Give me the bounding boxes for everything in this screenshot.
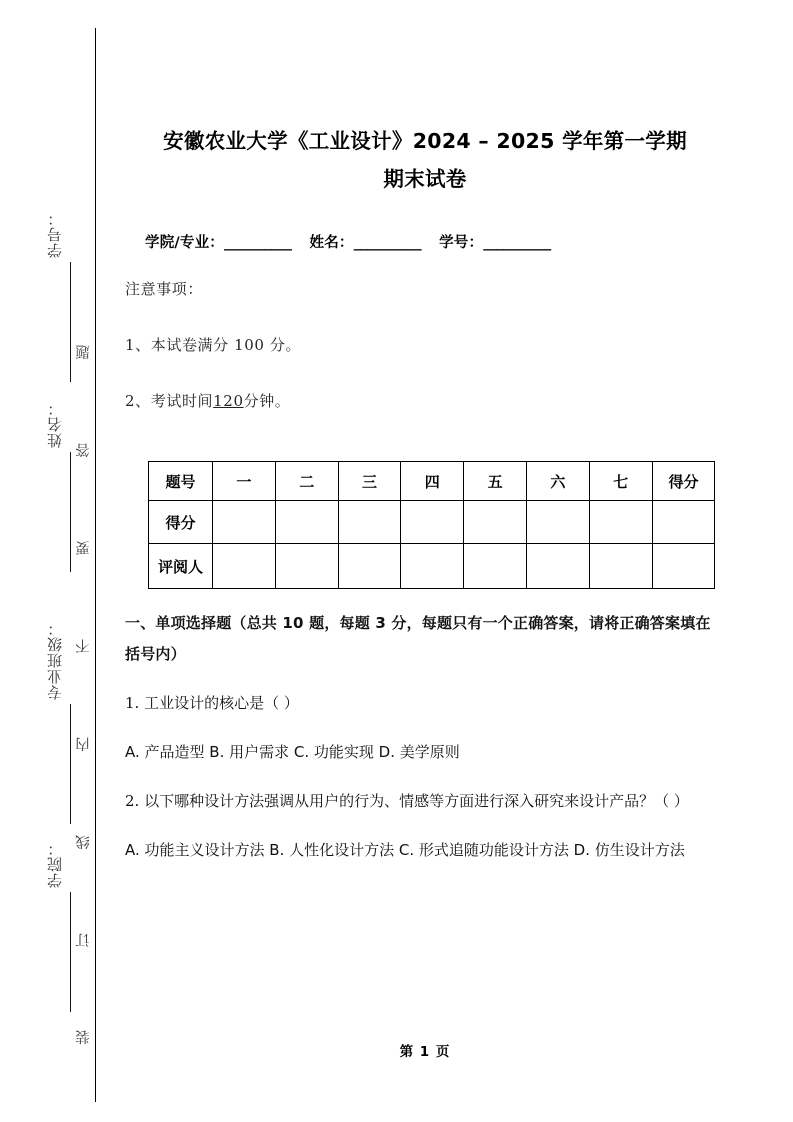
seal-char-2: 答 bbox=[75, 442, 92, 458]
college-major-label: 学院/专业： bbox=[145, 235, 224, 251]
question-1-stem bbox=[125, 688, 725, 719]
score-table-cell-r3-c6[interactable] bbox=[526, 544, 589, 589]
notes-item-2 bbox=[125, 390, 725, 412]
binding-margin bbox=[0, 0, 115, 1122]
title-line-1: 安徽农业大学《工业设计》2024 – 2025 学年第一学期 bbox=[163, 129, 687, 153]
notes-heading: 注意事项： bbox=[125, 280, 204, 298]
score-table-cell-r2-c4[interactable] bbox=[401, 501, 464, 544]
table-row bbox=[149, 544, 715, 589]
margin-field-rule-3[interactable] bbox=[70, 704, 71, 824]
margin-field-rule-4[interactable] bbox=[70, 892, 71, 1012]
score-table-cell-r1-c6: 六 bbox=[526, 462, 589, 501]
score-table-cell-r3-c5[interactable] bbox=[464, 544, 527, 589]
question-1-number: 1. bbox=[125, 694, 140, 712]
seal-char-6: 线 bbox=[75, 834, 92, 850]
margin-field-label-2: 姓名： bbox=[45, 400, 64, 448]
seal-char-7: 订 bbox=[75, 932, 92, 948]
margin-field-rule-1[interactable] bbox=[70, 262, 71, 382]
score-table-cell-r2-c6[interactable] bbox=[526, 501, 589, 544]
college-major-blank[interactable]: __________ bbox=[224, 235, 292, 251]
score-table-cell-r1-c3: 三 bbox=[338, 462, 401, 501]
seal-char-3: 要 bbox=[75, 540, 92, 556]
score-table-cell-r1-c5: 五 bbox=[464, 462, 527, 501]
seal-char-1: 题 bbox=[75, 345, 92, 360]
table-row bbox=[149, 462, 715, 501]
notes-item-1: 1、本试卷满分 100 分。 bbox=[125, 336, 302, 354]
score-table-cell-r2-c7[interactable] bbox=[589, 501, 652, 544]
name-blank[interactable]: __________ bbox=[353, 235, 422, 251]
seal-char-4: 不 bbox=[75, 638, 92, 654]
table-row bbox=[149, 501, 715, 544]
page-footer: 第 1 页 bbox=[399, 1044, 451, 1060]
score-table-cell-r2-c5[interactable] bbox=[464, 501, 527, 544]
margin-field-label-1: 学号： bbox=[45, 210, 64, 258]
score-table-cell-r1-c8: 得分 bbox=[652, 462, 715, 501]
student-id-label: 学号： bbox=[439, 235, 484, 251]
margin-field-stack bbox=[30, 150, 78, 950]
page-title bbox=[125, 122, 725, 198]
score-table-cell-r3-c8[interactable] bbox=[652, 544, 715, 589]
exam-sheet bbox=[115, 0, 793, 1122]
score-table-cell-r2-c1[interactable] bbox=[213, 501, 276, 544]
question-2-text: 以下哪种设计方法强调从用户的行为、情感等方面进行深入研究来设计产品？（ ） bbox=[144, 792, 689, 810]
seal-char-5: 内 bbox=[75, 736, 92, 752]
margin-field-label-3: 专业班级： bbox=[45, 620, 64, 700]
score-table-rowhead-3: 评阅人 bbox=[149, 544, 213, 589]
section-one-heading: 一、单项选择题（总共 10 题，每题 3 分，每题只有一个正确答案，请将正确答案填在括号内） bbox=[125, 614, 711, 663]
notes-block bbox=[125, 278, 725, 446]
student-info-line bbox=[145, 231, 735, 252]
score-table-cell-r3-c1[interactable] bbox=[213, 544, 276, 589]
score-table-cell-r1-c1: 一 bbox=[213, 462, 276, 501]
score-table bbox=[148, 461, 715, 589]
score-table-cell-r2-c8[interactable] bbox=[652, 501, 715, 544]
margin-field-4 bbox=[30, 840, 78, 1016]
score-table-cell-r2-c3[interactable] bbox=[338, 501, 401, 544]
question-section-one bbox=[125, 608, 725, 884]
score-table-cell-r3-c3[interactable] bbox=[338, 544, 401, 589]
margin-field-3 bbox=[30, 620, 78, 828]
margin-field-rule-2[interactable] bbox=[70, 452, 71, 572]
question-1-options[interactable]: A. 产品造型 B. 用户需求 C. 功能实现 D. 美学原则 bbox=[125, 743, 460, 761]
student-id-blank[interactable]: __________ bbox=[483, 235, 551, 251]
notes-item-2-suffix: 分钟。 bbox=[243, 392, 291, 410]
score-table-cell-r3-c7[interactable] bbox=[589, 544, 652, 589]
score-table-rowhead-1: 题号 bbox=[149, 462, 213, 501]
score-table-cell-r3-c2[interactable] bbox=[275, 544, 338, 589]
question-2-options[interactable]: A. 功能主义设计方法 B. 人性化设计方法 C. 形式追随功能设计方法 D. 仿生设计方法 bbox=[125, 841, 685, 859]
margin-field-2 bbox=[30, 400, 78, 576]
notes-item-2-prefix: 2、考试时间 bbox=[125, 392, 214, 410]
margin-field-1 bbox=[30, 210, 78, 386]
exam-duration-value: 120 bbox=[213, 392, 244, 410]
score-table-cell-r1-c4: 四 bbox=[401, 462, 464, 501]
question-2-stem bbox=[125, 786, 725, 817]
score-table-cell-r3-c4[interactable] bbox=[401, 544, 464, 589]
score-table-rowhead-2: 得分 bbox=[149, 501, 213, 544]
question-1-text: 工业设计的核心是（ ） bbox=[144, 694, 299, 712]
question-2-number: 2. bbox=[125, 792, 140, 810]
margin-field-label-4: 学院： bbox=[45, 840, 64, 888]
score-table-cell-r1-c7: 七 bbox=[589, 462, 652, 501]
title-line-2: 期末试卷 bbox=[383, 167, 467, 191]
score-table-cell-r1-c2: 二 bbox=[275, 462, 338, 501]
name-label: 姓名： bbox=[309, 235, 354, 251]
seal-char-8: 装 bbox=[75, 1030, 92, 1045]
score-table-cell-r2-c2[interactable] bbox=[275, 501, 338, 544]
